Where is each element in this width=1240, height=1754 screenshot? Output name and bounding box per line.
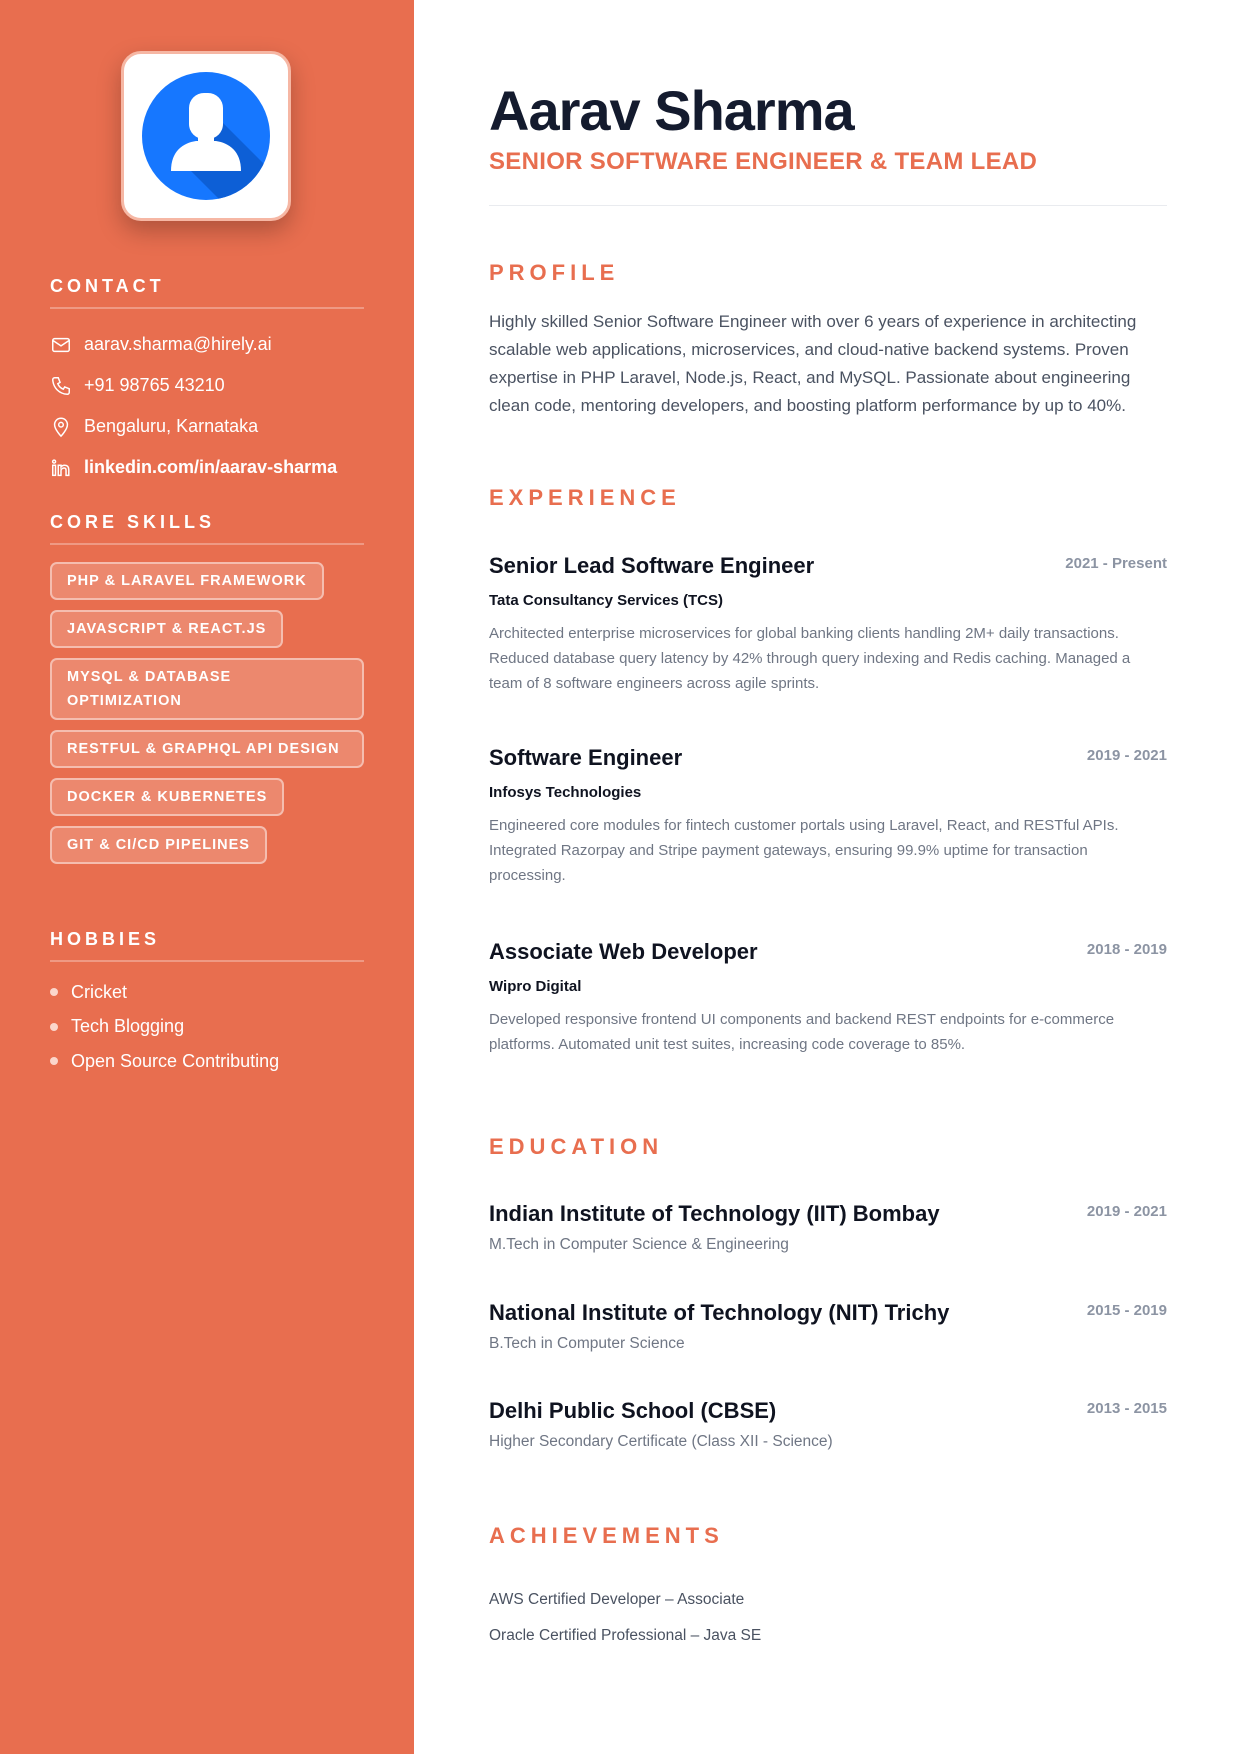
contact-phone-text: +91 98765 43210 [84,375,225,395]
school-name: Indian Institute of Technology (IIT) Bombay [489,1201,940,1226]
job-company: Infosys Technologies [489,784,642,801]
job-title: Associate Web Developer [489,939,758,964]
contact-email-text: aarav.sharma@hirely.ai [84,334,272,354]
job-description: Engineered core modules for fintech customer portals using Laravel, React, and RESTful APIs. Integrated Razorpay and Stripe payment gateways, ensuring 99.9% uptime for transaction processing. [489,817,1119,884]
user-avatar-icon [141,71,271,201]
skills-list [50,562,364,874]
contact-email[interactable] [50,324,380,365]
job-description: Architected enterprise microservices for global banking clients handling 2M+ daily transactions. Reduced database query latency by 42% through query indexing and Redis caching. Managed a team of 8 software engineers across agile sprints. [489,625,1131,692]
degree-text: Higher Secondary Certificate (Class XII - Science) [489,1433,833,1450]
location-pin-icon [50,416,72,438]
job-date: 2021 - Present [1065,555,1167,572]
contact-phone[interactable] [50,365,380,406]
achievements-list [489,1588,1167,1660]
job-date: 2018 - 2019 [1086,941,1167,958]
experience-heading: EXPERIENCE [489,485,681,510]
job-date: 2019 - 2021 [1086,747,1167,764]
school-name: National Institute of Technology (NIT) Trichy [489,1300,950,1325]
skill-tag: DOCKER & KUBERNETES [50,778,284,816]
hobby-label: Tech Blogging [71,1016,185,1037]
experience-entry [489,939,1167,1057]
school-name: Delhi Public School (CBSE) [489,1398,777,1423]
header-divider [489,205,1167,206]
education-entry [489,1398,1167,1451]
profile-text: Highly skilled Senior Software Engineer with over 6 years of experience in architecting scalable web applications, microservices, and cloud-native backend systems. Proven expertise in PHP Laravel, Node.js, React, and MySQL. Passionate about engineering clean code, mentoring developers, and boosting platform performance by up to 40%. [489,312,1137,415]
hobby-label: Open Source Contributing [71,1050,280,1071]
contact-location-text: Bengaluru, Karnataka [84,416,259,436]
avatar [121,51,291,221]
list-item [50,975,364,1010]
school-date: 2013 - 2015 [1086,1400,1167,1417]
bullet-icon [50,988,58,996]
skill-tag: MYSQL & DATABASE OPTIMIZATION [50,658,364,720]
job-description: Developed responsive frontend UI components and backend REST endpoints for e-commerce platforms. Automated unit test suites, increasing code coverage to 85%. [489,1011,1115,1053]
school-date: 2019 - 2021 [1086,1203,1167,1220]
list-item: Oracle Certified Professional – Java SE [489,1627,762,1644]
candidate-title: SENIOR SOFTWARE ENGINEER & TEAM LEAD [489,148,1038,175]
skill-tag: RESTFUL & GRAPHQL API DESIGN [50,730,364,768]
candidate-name: Aarav Sharma [489,79,854,142]
hobbies-heading: HOBBIES [50,929,364,962]
sidebar [0,0,414,1754]
hobbies-list [50,975,364,1079]
skill-tag: GIT & CI/CD PIPELINES [50,826,267,864]
bullet-icon [50,1023,58,1031]
skills-heading: CORE SKILLS [50,512,364,545]
skill-tag: JAVASCRIPT & REACT.JS [50,610,283,648]
experience-entry [489,553,1167,696]
education-entry [489,1300,1167,1353]
skill-tag: PHP & LARAVEL FRAMEWORK [50,562,324,600]
experience-entry [489,745,1167,888]
list-item [50,1010,364,1045]
list-item: AWS Certified Developer – Associate [489,1591,745,1608]
job-title: Senior Lead Software Engineer [489,553,815,578]
school-date: 2015 - 2019 [1086,1302,1167,1319]
list-item [50,1044,364,1079]
bullet-icon [50,1057,58,1065]
linkedin-icon [50,457,72,479]
hobby-label: Cricket [71,981,128,1002]
contact-linkedin-text: linkedin.com/in/aarav-sharma [84,457,338,477]
degree-text: B.Tech in Computer Science [489,1335,685,1352]
education-entry [489,1201,1167,1254]
job-company: Tata Consultancy Services (TCS) [489,592,723,609]
education-heading: EDUCATION [489,1134,664,1159]
job-title: Software Engineer [489,745,683,770]
contact-linkedin[interactable] [50,447,380,488]
mail-icon [50,334,72,356]
contact-heading: CONTACT [50,276,364,309]
contact-list [50,324,380,488]
degree-text: M.Tech in Computer Science & Engineering [489,1236,789,1253]
profile-heading: PROFILE [489,260,620,285]
achievements-heading: ACHIEVEMENTS [489,1523,724,1548]
phone-icon [50,375,72,397]
contact-location [50,406,380,447]
job-company: Wipro Digital [489,978,582,995]
